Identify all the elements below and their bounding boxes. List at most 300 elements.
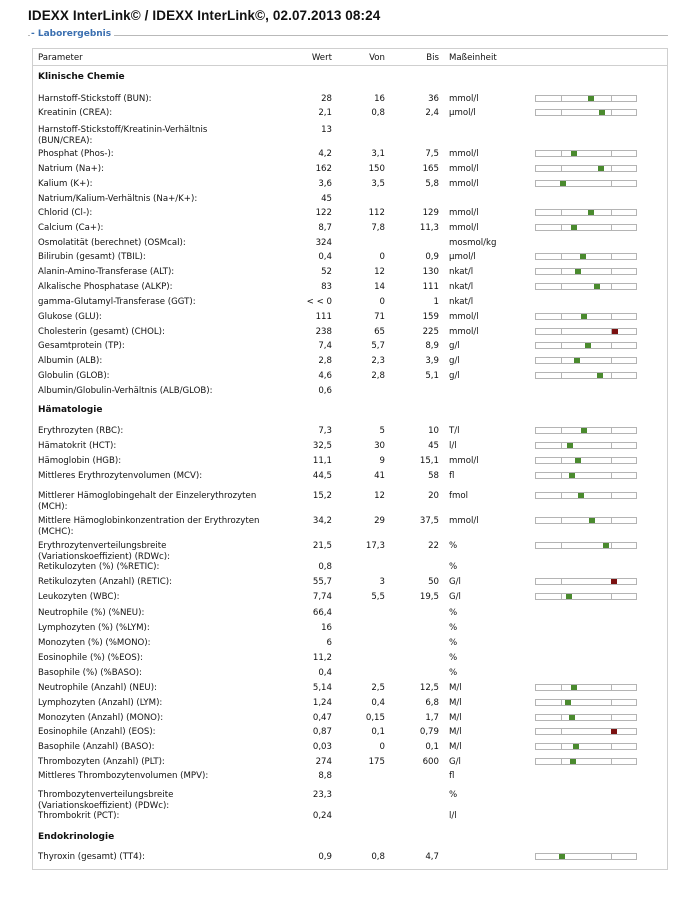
value-marker: [569, 473, 575, 478]
value-marker: [581, 428, 587, 433]
value-marker: [599, 110, 605, 115]
unit-cell: mmol/l: [449, 149, 479, 159]
parameter-name: Bilirubin (gesamt) (TBIL):: [38, 252, 146, 262]
value-cell: 0,4: [318, 252, 332, 262]
unit-cell: mmol/l: [449, 208, 479, 218]
unit-cell: G/l: [449, 577, 461, 587]
value-cell: 52: [321, 267, 332, 277]
range-indicator-bar: [535, 150, 637, 157]
unit-cell: M/l: [449, 713, 462, 723]
parameter-name: Harnstoff-Stickstoff (BUN):: [38, 94, 152, 104]
value-marker: [588, 96, 594, 101]
column-header-wert: Wert: [311, 53, 332, 63]
range-low-cell: 12: [374, 491, 385, 501]
unit-cell: mmol/l: [449, 223, 479, 233]
value-cell: 15,2: [312, 491, 332, 501]
range-low-tick: [561, 578, 562, 585]
unit-cell: µmol/l: [449, 252, 476, 262]
range-indicator-bar: [535, 758, 637, 765]
unit-cell: G/l: [449, 757, 461, 767]
range-high-tick: [611, 542, 612, 549]
value-cell: 162: [315, 164, 332, 174]
parameter-name: Natrium/Kalium-Verhältnis (Na+/K+):: [38, 194, 198, 204]
unit-cell: %: [449, 608, 458, 618]
range-low-cell: 3: [379, 577, 385, 587]
range-high-cell: 5,8: [425, 179, 439, 189]
section-legend: [28, 30, 668, 40]
value-marker: [611, 729, 617, 734]
range-high-cell: 58: [428, 471, 439, 481]
range-low-cell: 17,3: [365, 541, 385, 551]
unit-cell: mmol/l: [449, 312, 479, 322]
range-indicator-bar: [535, 728, 637, 735]
range-low-cell: 65: [374, 327, 385, 337]
range-indicator-bar: [535, 578, 637, 585]
parameter-name: Leukozyten (WBC):: [38, 592, 120, 602]
value-cell: 111: [315, 312, 332, 322]
range-high-tick: [611, 517, 612, 524]
value-cell: 28: [321, 94, 332, 104]
parameter-name: Neutrophile (Anzahl) (NEU):: [38, 683, 157, 693]
range-low-tick: [561, 714, 562, 721]
range-indicator-bar: [535, 180, 637, 187]
parameter-name: Thrombozyten (Anzahl) (PLT):: [38, 757, 165, 767]
value-cell: 3,6: [318, 179, 332, 189]
range-high-cell: 2,4: [425, 108, 439, 118]
parameter-name: Mittleres Thrombozytenvolumen (MPV):: [38, 771, 209, 781]
value-marker: [575, 458, 581, 463]
range-high-tick: [611, 224, 612, 231]
range-low-cell: 0,1: [371, 727, 385, 737]
range-low-cell: 3,1: [371, 149, 385, 159]
parameter-name: Chlorid (Cl-):: [38, 208, 93, 218]
unit-cell: M/l: [449, 742, 462, 752]
value-cell: 34,2: [312, 516, 332, 526]
parameter-name: Eosinophile (Anzahl) (EOS):: [38, 727, 156, 737]
parameter-name: Lymphozyten (Anzahl) (LYM):: [38, 698, 163, 708]
value-cell: 4,2: [318, 149, 332, 159]
value-cell: 11,1: [312, 456, 332, 466]
value-cell: 44,5: [312, 471, 332, 481]
range-low-cell: 150: [368, 164, 385, 174]
range-low-tick: [561, 593, 562, 600]
unit-cell: nkat/l: [449, 267, 474, 277]
range-indicator-bar: [535, 253, 637, 260]
range-low-tick: [561, 357, 562, 364]
range-high-tick: [611, 457, 612, 464]
value-cell: 0,9: [318, 852, 332, 862]
value-cell: 0,47: [312, 713, 332, 723]
range-indicator-bar: [535, 517, 637, 524]
range-indicator-bar: [535, 427, 637, 434]
unit-cell: %: [449, 638, 458, 648]
parameter-name: Kalium (K+):: [38, 179, 93, 189]
range-high-cell: 5,1: [425, 371, 439, 381]
range-high-tick: [611, 313, 612, 320]
value-marker: [570, 759, 576, 764]
unit-cell: %: [449, 790, 458, 800]
unit-cell: fl: [449, 771, 455, 781]
range-low-cell: 0: [379, 297, 385, 307]
value-marker: [581, 314, 587, 319]
range-indicator-bar: [535, 714, 637, 721]
value-marker: [575, 269, 581, 274]
range-high-tick: [611, 268, 612, 275]
range-high-tick: [611, 95, 612, 102]
range-high-cell: 7,5: [425, 149, 439, 159]
value-cell: 7,74: [312, 592, 332, 602]
range-high-tick: [611, 427, 612, 434]
range-high-cell: 165: [422, 164, 439, 174]
range-high-cell: 225: [422, 327, 439, 337]
value-cell: 55,7: [312, 577, 332, 587]
range-indicator-bar: [535, 684, 637, 691]
value-cell: 4,6: [318, 371, 332, 381]
value-cell: 0,8: [318, 562, 332, 572]
range-indicator-bar: [535, 457, 637, 464]
unit-cell: %: [449, 562, 458, 572]
unit-cell: T/l: [449, 426, 460, 436]
section-title: Klinische Chemie: [38, 72, 125, 82]
value-cell: 23,3: [312, 790, 332, 800]
parameter-name: Basophile (%) (%BASO):: [38, 668, 142, 678]
range-low-cell: 112: [368, 208, 385, 218]
range-low-cell: 7,8: [371, 223, 385, 233]
value-cell: 7,4: [318, 341, 332, 351]
range-low-cell: 2,3: [371, 356, 385, 366]
range-low-cell: 16: [374, 94, 385, 104]
range-low-tick: [561, 109, 562, 116]
range-indicator-bar: [535, 328, 637, 335]
range-high-cell: 4,7: [425, 852, 439, 862]
range-low-tick: [561, 328, 562, 335]
parameter-name: Mittlere Hämoglobinkonzentration der Erythrozyten (MCHC):: [38, 516, 260, 537]
legend-label: [30, 29, 114, 39]
range-high-cell: 20: [428, 491, 439, 501]
unit-cell: mmol/l: [449, 179, 479, 189]
range-low-tick: [561, 728, 562, 735]
value-marker: [578, 493, 584, 498]
range-high-cell: 19,5: [419, 592, 439, 602]
range-high-tick: [611, 357, 612, 364]
legend-dash: -: [31, 29, 38, 39]
range-low-tick: [561, 283, 562, 290]
value-cell: 0,03: [312, 742, 332, 752]
value-marker: [585, 343, 591, 348]
range-high-cell: 1,7: [425, 713, 439, 723]
range-high-tick: [611, 699, 612, 706]
value-marker: [567, 443, 573, 448]
range-indicator-bar: [535, 357, 637, 364]
parameter-name: Monozyten (Anzahl) (MONO):: [38, 713, 164, 723]
range-indicator-bar: [535, 165, 637, 172]
range-low-tick: [561, 743, 562, 750]
value-cell: < < 0: [306, 297, 332, 307]
range-high-tick: [611, 253, 612, 260]
range-high-cell: 36: [428, 94, 439, 104]
range-high-tick: [611, 150, 612, 157]
parameter-name: Neutrophile (%) (%NEU):: [38, 608, 145, 618]
range-indicator-bar: [535, 109, 637, 116]
range-low-tick: [561, 442, 562, 449]
parameter-name: Harnstoff-Stickstoff/Kreatinin-Verhältnis (BUN/CREA):: [38, 125, 208, 146]
section-title: Endokrinologie: [38, 832, 115, 842]
value-cell: 66,4: [312, 608, 332, 618]
unit-cell: l/l: [449, 441, 457, 451]
range-indicator-bar: [535, 372, 637, 379]
parameter-name: Thrombokrit (PCT):: [38, 811, 120, 821]
range-high-tick: [611, 853, 612, 860]
range-indicator-bar: [535, 853, 637, 860]
value-cell: 122: [315, 208, 332, 218]
parameter-name: Alanin-Amino-Transferase (ALT):: [38, 267, 175, 277]
range-high-cell: 3,9: [425, 356, 439, 366]
range-low-cell: 2,8: [371, 371, 385, 381]
range-high-tick: [611, 684, 612, 691]
parameter-name: Lymphozyten (%) (%LYM):: [38, 623, 150, 633]
value-cell: 32,5: [312, 441, 332, 451]
value-marker: [588, 210, 594, 215]
range-low-tick: [561, 517, 562, 524]
range-high-cell: 50: [428, 577, 439, 587]
range-low-tick: [561, 542, 562, 549]
range-high-cell: 129: [422, 208, 439, 218]
unit-cell: mmol/l: [449, 456, 479, 466]
range-high-tick: [611, 180, 612, 187]
unit-cell: mmol/l: [449, 94, 479, 104]
range-indicator-bar: [535, 283, 637, 290]
value-cell: 8,8: [318, 771, 332, 781]
range-high-tick: [611, 283, 612, 290]
unit-cell: M/l: [449, 698, 462, 708]
range-low-tick: [561, 492, 562, 499]
unit-cell: g/l: [449, 341, 460, 351]
range-high-cell: 37,5: [419, 516, 439, 526]
range-low-tick: [561, 457, 562, 464]
parameter-name: Thyroxin (gesamt) (TT4):: [38, 852, 145, 862]
value-cell: 7,3: [318, 426, 332, 436]
value-marker: [571, 225, 577, 230]
range-high-cell: 8,9: [425, 341, 439, 351]
range-low-cell: 3,5: [371, 179, 385, 189]
range-low-cell: 29: [374, 516, 385, 526]
parameter-name: Basophile (Anzahl) (BASO):: [38, 742, 155, 752]
legend-text: Laborergebnis: [37, 29, 112, 39]
value-cell: 0,87: [312, 727, 332, 737]
range-low-tick: [561, 684, 562, 691]
range-low-cell: 0,8: [371, 108, 385, 118]
value-marker: [560, 181, 566, 186]
value-marker: [598, 166, 604, 171]
unit-cell: %: [449, 541, 458, 551]
value-marker: [589, 518, 595, 523]
range-high-cell: 0,1: [425, 742, 439, 752]
unit-cell: fl: [449, 471, 455, 481]
unit-cell: M/l: [449, 683, 462, 693]
parameter-name: Mittleres Erythrozytenvolumen (MCV):: [38, 471, 203, 481]
range-high-cell: 45: [428, 441, 439, 451]
value-marker: [573, 744, 579, 749]
range-high-tick: [611, 165, 612, 172]
unit-cell: %: [449, 623, 458, 633]
value-marker: [597, 373, 603, 378]
unit-cell: mmol/l: [449, 164, 479, 174]
range-low-tick: [561, 150, 562, 157]
parameter-name: Albumin (ALB):: [38, 356, 103, 366]
parameter-name: Hämatokrit (HCT):: [38, 441, 117, 451]
value-cell: 13: [321, 125, 332, 135]
parameter-name: Retikulozyten (Anzahl) (RETIC):: [38, 577, 173, 587]
parameter-name: Gesamtprotein (TP):: [38, 341, 125, 351]
range-low-tick: [561, 268, 562, 275]
range-high-cell: 130: [422, 267, 439, 277]
range-high-tick: [611, 714, 612, 721]
range-high-cell: 12,5: [419, 683, 439, 693]
range-high-tick: [611, 109, 612, 116]
value-cell: 2,1: [318, 108, 332, 118]
unit-cell: %: [449, 653, 458, 663]
parameter-name: Retikulozyten (%) (%RETIC):: [38, 562, 160, 572]
value-cell: 0,24: [312, 811, 332, 821]
parameter-name: Phosphat (Phos-):: [38, 149, 114, 159]
parameter-name: Thrombozytenverteilungsbreite (Variationskoeffizient) (PDWc):: [38, 790, 174, 811]
column-header-masseinheit: Maßeinheit: [449, 53, 497, 63]
value-cell: 11,2: [312, 653, 332, 663]
range-indicator-bar: [535, 593, 637, 600]
range-high-tick: [611, 758, 612, 765]
value-cell: 324: [315, 238, 332, 248]
unit-cell: mmol/l: [449, 516, 479, 526]
range-high-cell: 11,3: [419, 223, 439, 233]
range-indicator-bar: [535, 699, 637, 706]
value-marker: [569, 715, 575, 720]
range-low-cell: 41: [374, 471, 385, 481]
section-title: Hämatologie: [38, 405, 103, 415]
range-low-cell: 0: [379, 252, 385, 262]
range-low-cell: 175: [368, 757, 385, 767]
value-cell: 5,14: [312, 683, 332, 693]
range-low-cell: 12: [374, 267, 385, 277]
parameter-name: Hämoglobin (HGB):: [38, 456, 122, 466]
range-low-cell: 0,4: [371, 698, 385, 708]
value-cell: 1,24: [312, 698, 332, 708]
parameter-name: Albumin/Globulin-Verhältnis (ALB/GLOB):: [38, 386, 213, 396]
range-low-cell: 5,5: [371, 592, 385, 602]
range-high-tick: [611, 593, 612, 600]
value-cell: 6: [326, 638, 332, 648]
range-indicator-bar: [535, 313, 637, 320]
parameter-name: Cholesterin (gesamt) (CHOL):: [38, 327, 165, 337]
range-indicator-bar: [535, 442, 637, 449]
range-high-cell: 111: [422, 282, 439, 292]
value-cell: 238: [315, 327, 332, 337]
range-low-cell: 30: [374, 441, 385, 451]
range-indicator-bar: [535, 95, 637, 102]
value-marker: [571, 151, 577, 156]
value-cell: 0,6: [318, 386, 332, 396]
range-high-tick: [611, 442, 612, 449]
range-indicator-bar: [535, 743, 637, 750]
unit-cell: l/l: [449, 811, 457, 821]
range-low-tick: [561, 342, 562, 349]
range-high-tick: [611, 492, 612, 499]
unit-cell: nkat/l: [449, 297, 474, 307]
unit-cell: mmol/l: [449, 327, 479, 337]
parameter-name: Kreatinin (CREA):: [38, 108, 113, 118]
unit-cell: mosmol/kg: [449, 238, 497, 248]
parameter-name: Monozyten (%) (%MONO):: [38, 638, 151, 648]
range-high-cell: 159: [422, 312, 439, 322]
range-low-tick: [561, 95, 562, 102]
range-high-cell: 0,79: [419, 727, 439, 737]
range-low-tick: [561, 253, 562, 260]
range-low-cell: 2,5: [371, 683, 385, 693]
range-indicator-bar: [535, 342, 637, 349]
value-cell: 16: [321, 623, 332, 633]
parameter-name: Erythrozytenverteilungsbreite (Variationskoeffizient) (RDWc):: [38, 541, 170, 562]
range-low-tick: [561, 427, 562, 434]
range-indicator-bar: [535, 209, 637, 216]
value-marker: [612, 329, 618, 334]
range-high-tick: [611, 342, 612, 349]
range-indicator-bar: [535, 472, 637, 479]
column-header-von: Von: [369, 53, 385, 63]
value-cell: 0,4: [318, 668, 332, 678]
value-marker: [566, 594, 572, 599]
value-marker: [574, 358, 580, 363]
range-high-cell: 0,9: [425, 252, 439, 262]
parameter-name: Natrium (Na+):: [38, 164, 105, 174]
value-cell: 8,7: [318, 223, 332, 233]
unit-cell: M/l: [449, 727, 462, 737]
range-high-cell: 15,1: [419, 456, 439, 466]
unit-cell: %: [449, 668, 458, 678]
range-indicator-bar: [535, 224, 637, 231]
range-low-cell: 71: [374, 312, 385, 322]
range-low-tick: [561, 313, 562, 320]
page-title: IDEXX InterLink© / IDEXX InterLink©, 02.07.2013 08:24: [28, 8, 381, 23]
range-high-tick: [611, 743, 612, 750]
range-high-cell: 22: [428, 541, 439, 551]
range-low-tick: [561, 224, 562, 231]
value-marker: [603, 543, 609, 548]
range-low-cell: 14: [374, 282, 385, 292]
range-low-cell: 5: [379, 426, 385, 436]
parameter-name: gamma-Glutamyl-Transferase (GGT):: [38, 297, 196, 307]
unit-cell: G/l: [449, 592, 461, 602]
value-cell: 2,8: [318, 356, 332, 366]
range-high-tick: [611, 209, 612, 216]
range-low-cell: 9: [379, 456, 385, 466]
unit-cell: fmol: [449, 491, 469, 501]
range-high-tick: [611, 372, 612, 379]
range-low-tick: [561, 472, 562, 479]
parameter-name: Globulin (GLOB):: [38, 371, 110, 381]
parameter-name: Mittlerer Hämoglobingehalt der Einzelerythrozyten (MCH):: [38, 491, 257, 512]
range-low-cell: 5,7: [371, 341, 385, 351]
range-high-cell: 6,8: [425, 698, 439, 708]
range-low-tick: [561, 209, 562, 216]
range-indicator-bar: [535, 542, 637, 549]
parameter-name: Glukose (GLU):: [38, 312, 102, 322]
column-header-parameter: Parameter: [38, 53, 83, 63]
unit-cell: µmol/l: [449, 108, 476, 118]
range-high-cell: 600: [422, 757, 439, 767]
range-high-cell: 1: [433, 297, 439, 307]
value-cell: 45: [321, 194, 332, 204]
range-indicator-bar: [535, 492, 637, 499]
column-header-bis: Bis: [426, 53, 439, 63]
